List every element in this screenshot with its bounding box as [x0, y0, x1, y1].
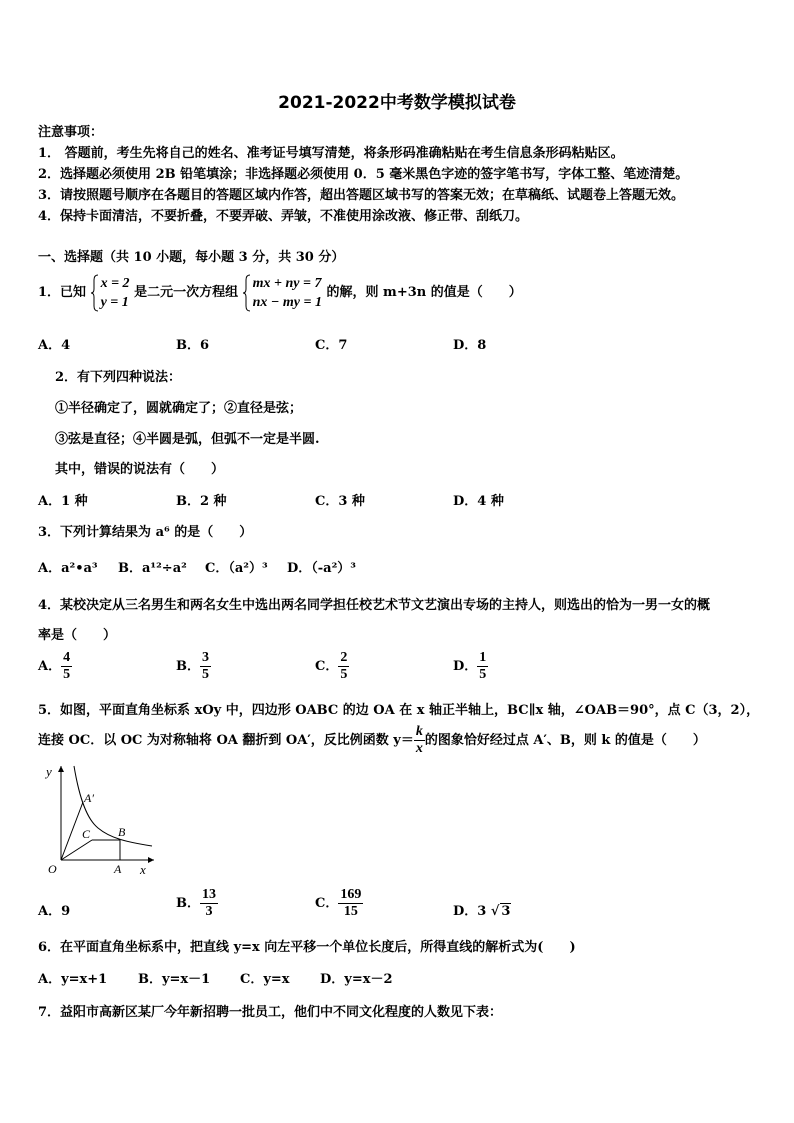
option-label: A．: [38, 659, 62, 674]
option-label: B．: [176, 896, 200, 911]
denominator: x: [415, 741, 423, 756]
option-label: C．: [315, 896, 339, 911]
denominator: 5: [63, 667, 71, 682]
q1-option-b: B．6: [176, 338, 210, 353]
q4-option-b: [176, 650, 211, 683]
q4-option-d: [453, 650, 488, 683]
numerator: k: [415, 724, 423, 739]
q2-line-3: 其中，错误的说法有（ ）: [55, 462, 225, 477]
q5-figure: [36, 762, 156, 880]
q1-sys1-eq1: x = 2: [100, 275, 130, 291]
radicand: 3: [501, 904, 511, 919]
q1-option-d: D．8: [453, 338, 487, 353]
label-o: O: [48, 862, 57, 876]
option-value: 9: [61, 904, 71, 919]
q2-stem: 2．有下列四种说法：: [55, 370, 182, 385]
q6-option-c: C．y=x: [240, 972, 290, 987]
q6-option-d: D．y=x－2: [320, 972, 393, 987]
numerator: 3: [202, 650, 209, 665]
label-a: A: [114, 862, 122, 876]
fraction: [200, 887, 218, 920]
q6-stem: 6．在平面直角坐标系中，把直线 y=x 向左平移一个单位长度后，所得直线的解析式为( ): [38, 940, 576, 955]
segment-oa-prime: [61, 802, 83, 860]
q3-option-a: A．a²•a³: [38, 561, 98, 576]
q5-option-a: [38, 900, 70, 919]
label-a-prime: A′: [84, 791, 94, 805]
q2-line-2: ③弦是直径；④半圆是弧，但弧不一定是半圆.: [55, 432, 320, 447]
denominator: 3: [205, 904, 213, 919]
segment-oc: [61, 840, 92, 860]
notice-item-3: 3．请按照题号顺序在各题目的答题区域内作答，超出答题区域书写的答案无效；在草稿纸、试题卷上答题无效。: [38, 188, 685, 203]
denominator: 5: [479, 667, 487, 682]
numerator: 2: [340, 650, 348, 665]
option-label: D．: [453, 904, 478, 919]
q1-option-a: A．4: [38, 338, 71, 353]
fraction-k-over-x: [414, 724, 425, 757]
fraction: [477, 650, 488, 683]
notice-item-4: 4．保持卡面清洁，不要折叠，不要弄破、弄皱，不准使用涂改液、修正带、刮纸刀。: [38, 209, 529, 224]
page-title: 2021-2022中考数学模拟试卷: [278, 93, 516, 113]
q1-system-2: [243, 274, 322, 312]
option-label: B．: [176, 659, 200, 674]
q3-option-b: B．a¹²÷a²: [118, 561, 187, 576]
fraction: [338, 887, 363, 920]
q1-sys1-eq2: y = 1: [100, 294, 129, 310]
q1-sys2-eq2: nx − my = 1: [252, 294, 322, 310]
numerator: 169: [340, 887, 362, 902]
fraction: [338, 650, 349, 683]
q1-mid: 是二元一次方程组: [134, 285, 239, 300]
numerator: 4: [63, 650, 71, 665]
q2-line-1: ①半径确定了，圆就确定了；②直径是弦；: [55, 401, 303, 416]
q3-option-d: D．（-a²）³: [287, 561, 356, 576]
brace-icon: [243, 274, 251, 312]
q4-line-2: 率是（ ）: [38, 628, 117, 643]
q4-option-c: [315, 650, 349, 683]
q1-suffix: 的解，则 m+3n 的值是（ ）: [326, 285, 522, 300]
q5-line-2a: 连接 OC．以 OC 为对称轴将 OA 翻折到 OA′，反比例函数 y＝: [38, 733, 414, 748]
section-heading: 一、选择题（共 10 小题，每小题 3 分，共 30 分）: [38, 250, 345, 265]
numerator: 13: [202, 887, 216, 902]
notice-item-1: 1． 答题前，考生先将自己的姓名、准考证号填写清楚，将条形码准确粘贴在考生信息条形码粘贴区。: [38, 146, 624, 161]
fraction: [200, 650, 211, 683]
q1-option-c: C．7: [315, 338, 348, 353]
q3-option-c: C．（a²）³: [205, 561, 268, 576]
q4-option-a: [38, 650, 72, 683]
sqrt-symbol: √: [490, 904, 500, 919]
x-axis-arrow-icon: [148, 857, 154, 863]
option-coefficient: 3: [477, 904, 487, 919]
q1-sys2-eq1: mx + ny = 7: [252, 275, 322, 291]
q1-system-1: [91, 274, 130, 312]
q4-line-1: 4．某校决定从三名男生和两名女生中选出两名同学担任校艺术节文艺演出专场的主持人，则选出的恰为一男一女的概: [38, 598, 711, 613]
q2-option-a: A．1 种: [38, 494, 88, 509]
q5-option-b: [176, 887, 218, 920]
q2-option-d: D．4 种: [453, 494, 504, 509]
q5-line-2: [38, 724, 706, 758]
y-axis-arrow-icon: [58, 766, 64, 772]
q6-option-a: A．y=x+1: [38, 972, 108, 987]
q5-line-2b: 的图象恰好经过点 A′、B，则 k 的值是（ ）: [424, 733, 706, 748]
label-b: B: [118, 825, 126, 839]
notice-item-2: 2．选择题必须使用 2B 铅笔填涂；非选择题必须使用 0．5 毫米黑色字迹的签字笔书写，字体工整、笔迹清楚。: [38, 167, 689, 182]
denominator: 5: [340, 667, 348, 682]
q6-option-b: B．y=x－1: [138, 972, 211, 987]
notice-heading: 注意事项：: [38, 125, 104, 140]
q7-stem: 7．益阳市高新区某厂今年新招聘一批员工，他们中不同文化程度的人数见下表：: [38, 1005, 503, 1020]
label-x: x: [140, 862, 146, 877]
label-y: y: [46, 764, 52, 779]
q3-stem: 3．下列计算结果为 a⁶ 的是（ ）: [38, 525, 253, 540]
option-label: C．: [315, 659, 339, 674]
denominator: 5: [202, 667, 209, 682]
q2-option-b: B．2 种: [176, 494, 227, 509]
brace-icon: [91, 274, 99, 312]
fraction: [61, 650, 72, 683]
q5-line-1: 5．如图，平面直角坐标系 xOy 中，四边形 OABC 的边 OA 在 x 轴正半轴上，BC∥x 轴，∠OAB＝90°，点 C（3，2），: [38, 703, 760, 718]
question-1: [38, 273, 522, 313]
option-label: D．: [453, 659, 478, 674]
option-label: A．: [38, 904, 62, 919]
denominator: 15: [343, 904, 358, 919]
q5-option-c: [315, 887, 363, 920]
q2-option-c: C．3 种: [315, 494, 365, 509]
q5-option-d: [453, 900, 511, 919]
numerator: 1: [479, 650, 487, 665]
label-c: C: [82, 827, 91, 841]
q1-prefix: 1．已知: [38, 285, 87, 300]
